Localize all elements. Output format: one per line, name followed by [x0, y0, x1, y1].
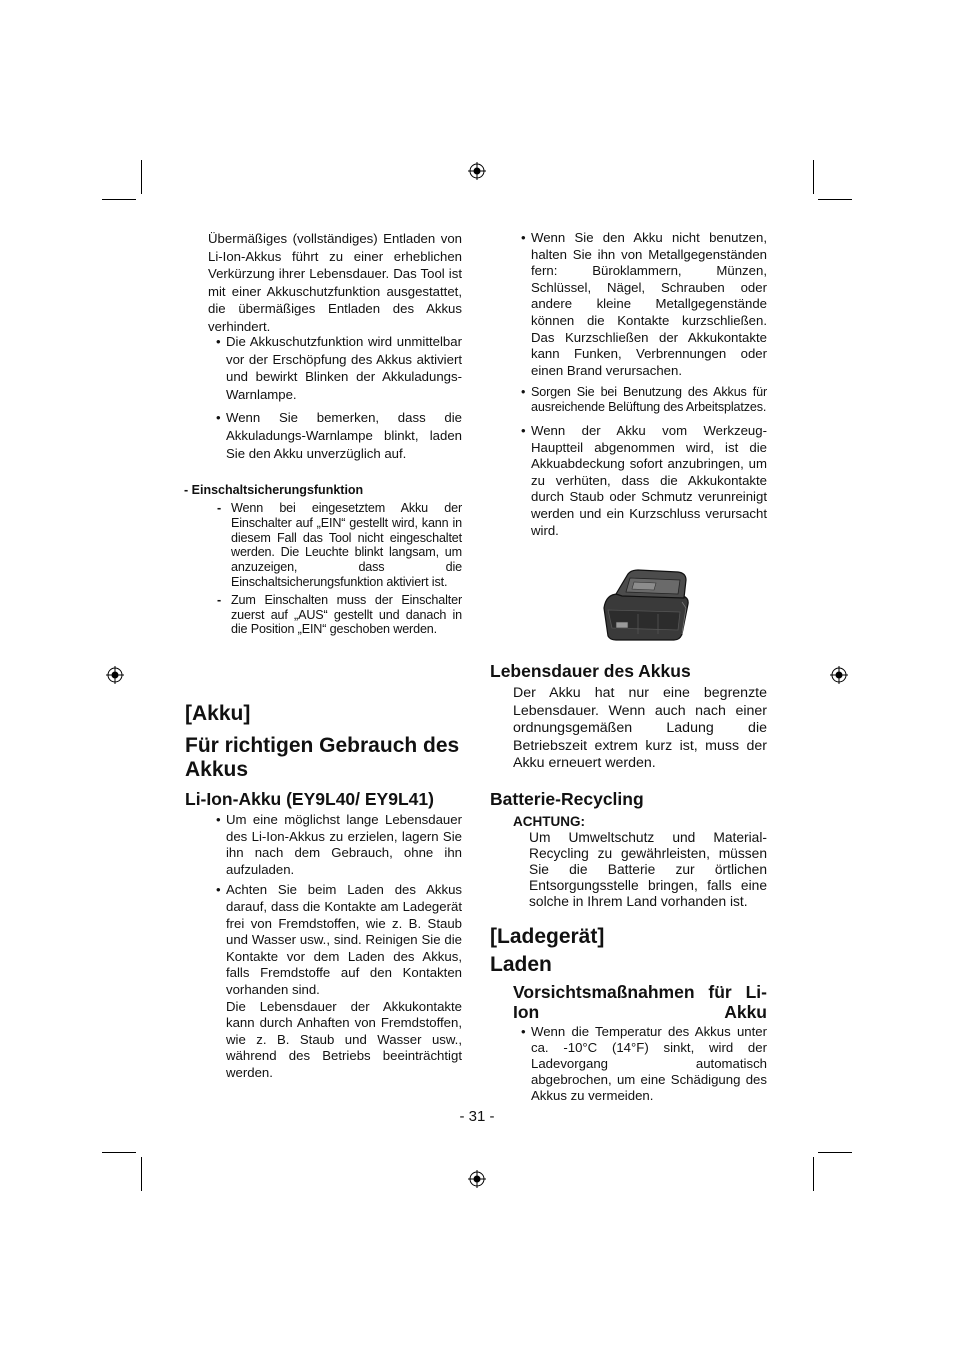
- crop-mark: [102, 199, 136, 200]
- page-number: - 31 -: [459, 1108, 495, 1125]
- registration-mark-icon: [468, 1170, 486, 1188]
- list-item: • Wenn der Akku vom Werkzeug-Hauptteil abgenommen wird, ist die Akkuabdeckung sofort anzubringen, um zu verhüten, dass die Akkukontakte durch Staub oder Schmutz verunreinigt werden und ein Kurzschluss verursacht wird.: [521, 422, 767, 538]
- registration-mark-icon: [830, 666, 848, 684]
- crop-mark: [818, 199, 852, 200]
- recycling-text: Um Umweltschutz und Material-Recycling zu gewährleisten, müssen Sie die Batterie zur örtlichen Entsorgungsstelle bringen, falls eine solche in Ihrem Land vorhanden ist.: [529, 830, 767, 909]
- switch-lock-list: [217, 501, 462, 643]
- registration-mark-icon: [106, 666, 124, 684]
- list-item: • Achten Sie beim Laden des Akkus darauf, dass die Kontakte am Ladegerät frei von Fremdstoffen, wie z. B. Staub und Wasser usw., sind. Reinigen Sie die Kontakte vor dem Laden des Akkus, falls Fremdstoffe auf den Kontakten vorhanden sind.: [216, 882, 462, 997]
- switch-lock-heading: - Einschaltsicherungsfunktion: [184, 483, 364, 497]
- crop-mark: [102, 1152, 136, 1153]
- list-item: • Wenn Sie den Akku nicht benutzen, halten Sie ihn von Metallgegenständen fern: Büroklammern, Münzen, Schlüssel, Nägel, Schrauben oder andere kleine Metallgegenstände können die Kontakte kurzschließen. Das Kurzschließen der Akkukontakte kann Funken, Verbrennungen oder einen Brand verursachen.: [521, 230, 767, 378]
- intro-text-block: [208, 230, 462, 336]
- subsection-title-battery-life: Lebensdauer des Akkus: [490, 661, 691, 681]
- list-item: • Um eine möglichst lange Lebensdauer des Li-Ion-Akkus zu erzielen, lagern Sie ihn nach dem Gebrauch, ohne ihn aufzuladen.: [216, 812, 462, 877]
- list-item: • Wenn Sie bemerken, dass die Akkuladungs-Warnlampe blinkt, laden Sie den Akku unverzüglich auf.: [216, 410, 462, 461]
- crop-mark: [813, 160, 814, 194]
- battery-life-text: Der Akku hat nur eine begrenzte Lebensdauer. Wenn auch nach einer ordnungsgemäßen Ladung die Betriebszeit extrem kurz ist, muss der Akku erneuert werden.: [513, 685, 767, 772]
- section-title-battery: [Akku]: [185, 702, 251, 725]
- section-title-charging: Laden: [490, 953, 552, 976]
- storage-bullet-list: [521, 230, 767, 545]
- list-item: • Sorgen Sie bei Benutzung des Akkus für ausreichende Belüftung des Arbeitsplatzes.: [521, 385, 767, 415]
- section-title-proper-use: Für richtigen Gebrauch des Akkus: [185, 734, 460, 781]
- subsection-title-recycling: Batterie-Recycling: [490, 789, 644, 809]
- subsection-title-precautions: Vorsichtsmaßnahmen für Li-Ion Akku: [513, 982, 767, 1022]
- intro-bullet-list: [216, 333, 462, 468]
- registration-mark-icon: [468, 162, 486, 180]
- crop-mark: [141, 160, 142, 194]
- precaution-bullet-list: [521, 1024, 767, 1110]
- section-title-charger: [Ladegerät]: [490, 925, 605, 948]
- list-item: - Wenn bei eingesetztem Akku der Einschalter auf „EIN“ gestellt wird, kann in diesem Fall das Tool nicht eingeschaltet werden. Die Leuchte blinkt langsam, um anzuzeigen, dass die Einschaltsicherungsfunktion aktiviert ist.: [217, 501, 462, 589]
- subsection-title-liion: Li-Ion-Akku (EY9L40/ EY9L41): [185, 789, 434, 809]
- caution-label: ACHTUNG:: [513, 814, 585, 829]
- contact-lifetime-note: Die Lebensdauer der Akkukontakte kann durch Anhaften von Fremdstoffen, wie z. B. Staub und Wasser usw., während des Betriebs beeinträchtigt werden.: [226, 998, 462, 1080]
- list-item: • Die Akkuschutzfunktion wird unmittelbar vor der Erschöpfung des Akkus aktiviert und bewirkt Blinken der Akkuladungs-Warnlampe.: [216, 334, 462, 402]
- battery-pack-illustration: [598, 568, 692, 642]
- list-item: - Zum Einschalten muss der Einschalter zuerst auf „AUS“ gestellt und danach in die Position „EIN“ geschoben werden.: [217, 592, 462, 637]
- intro-paragraph: Übermäßiges (vollständiges) Entladen von Li-Ion-Akkus führt zu einer erheblichen Verkürzung ihrer Lebensdauer. Das Tool ist mit einer Akkuschutzfunktion ausgestattet, die übermäßiges Entladen des Akkus verhindert.: [208, 231, 462, 334]
- liion-bullet-list: [216, 812, 462, 1082]
- crop-mark: [141, 1157, 142, 1191]
- crop-mark: [813, 1157, 814, 1191]
- crop-mark: [818, 1152, 852, 1153]
- list-item: • Wenn die Temperatur des Akkus unter ca. -10°C (14°F) sinkt, wird der Ladevorgang automatisch abgebrochen, um eine Schädigung des Akkus zu vermeiden.: [521, 1024, 767, 1103]
